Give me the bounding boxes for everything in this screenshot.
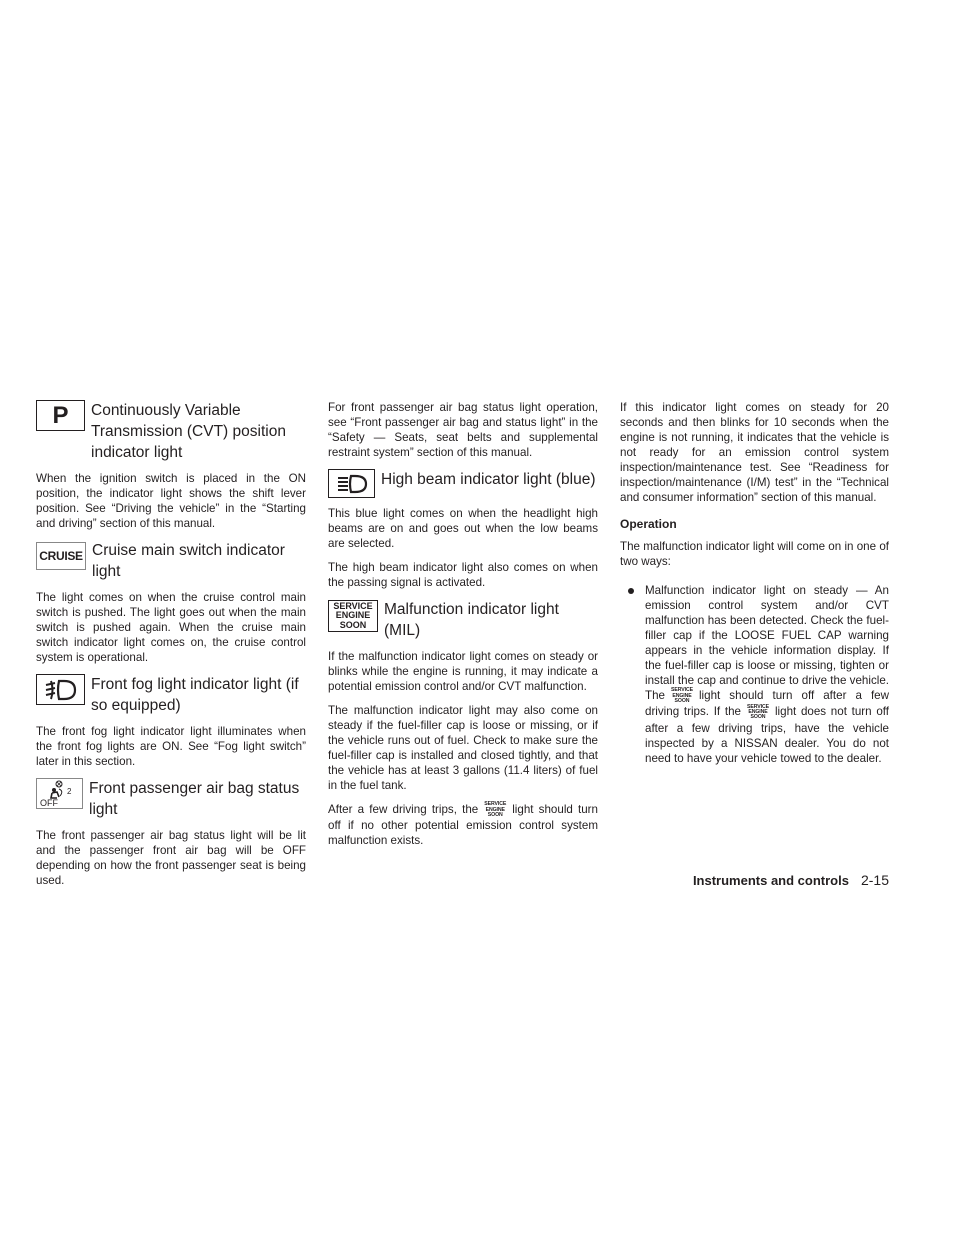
cruise-icon: CRUISE [36, 542, 86, 570]
mil-section-header [328, 599, 598, 641]
high-beam-icon [328, 469, 375, 498]
bullet-icon [628, 588, 634, 594]
mil-title: Malfunction indicator light (MIL) [384, 601, 559, 639]
service-engine-soon-inline-icon: SERVICE ENGINE SOON [746, 703, 769, 721]
page-footer [693, 872, 889, 888]
cvt-body: When the ignition switch is placed in the ON position, the indicator light shows the shift lever position. See “Driving the vehicle” in the “Starting and driving” section of this manual. [36, 472, 306, 530]
airbag-icon-off: OFF [40, 798, 58, 808]
mil-body-2: The malfunction indicator light may also come on steady if the fuel-filler cap is loose or missing, or if the vehicle runs out of fuel. Check to make sure the fuel-filler cap is installed and closed tightly, and that the vehicle has at least 3 gallons (11.4 liters) of fuel in the fuel tank. [328, 704, 598, 792]
page-number: 2-15 [860, 872, 889, 888]
footer-section-title: Instruments and controls [692, 873, 849, 888]
fog-title: Front fog light indicator light (if so equipped) [91, 676, 299, 714]
cruise-title: Cruise main switch indicator light [92, 542, 285, 580]
service-engine-soon-icon: SERVICE ENGINE SOON [328, 600, 378, 632]
highbeam-body-2: The high beam indicator light also comes on when the passing signal is activated. [328, 561, 598, 589]
airbag-title: Front passenger air bag status light [89, 780, 300, 818]
cruise-section-header [36, 540, 306, 582]
cruise-body: The light comes on when the cruise control main switch is pushed. The light goes out when the main switch is pushed again. When the cruise main switch indicator light comes on, the cruise control system is operational. [36, 591, 306, 664]
airbag-body: The front passenger air bag status light will be lit and the passenger front air bag will be OFF depending on how the front passenger seat is being used. [36, 829, 306, 887]
operation-heading: Operation [620, 517, 677, 531]
fog-section-header [36, 674, 306, 716]
highbeam-title: High beam indicator light (blue) [381, 471, 596, 488]
column-3 [620, 400, 889, 766]
airbag-icon-sub: 2 [67, 787, 72, 796]
airbag-section-header [36, 778, 306, 820]
operation-body: The malfunction indicator light will come on in one of two ways: [620, 540, 889, 568]
airbag-reference-paragraph: For front passenger air bag status light operation, see “Front passenger air bag and status light” in the “Safety — Seats, seat belts and supplemental restraint system” section of this manual. [328, 401, 598, 459]
cvt-title: Continuously Variable Transmission (CVT) position indicator light [91, 402, 286, 461]
service-engine-soon-inline-icon: SERVICE ENGINE SOON [484, 801, 507, 818]
column-2 [328, 400, 598, 857]
mil-body-1: If the malfunction indicator light comes on steady or blinks while the engine is running, it may indicate a potential emission control and/or CVT malfunction. [328, 650, 598, 693]
service-engine-soon-inline-icon: SERVICE ENGINE SOON [670, 687, 693, 704]
highbeam-body-1: This blue light comes on when the headlight high beams are on and goes out when the low beams are selected. [328, 507, 598, 550]
column-1 [36, 400, 306, 897]
cvt-section-header [36, 400, 306, 463]
fog-light-icon [36, 674, 85, 705]
list-item: Malfunction indicator light on steady — An emission control system and/or CVT malfunction has been detected. Check the fuel-filler cap if the LOOSE FUEL CAP warning appears in the vehicle information display. If the fuel-filler cap is loose or missing, tighten or install the cap and continue to drive the vehicle. The SERVICE ENGINE SOON light should turn off after a few driving trips. If the SERVICE ENGINE SOON light does not turn off after a few driving trips, have the vehicle inspected by a NISSAN dealer. You do not need to have your vehicle towed to the dealer. [620, 583, 889, 766]
operation-list [620, 583, 889, 766]
fog-body: The front fog light indicator light illuminates when the front fog lights are ON. See “Fog light switch” later in this section. [36, 725, 306, 768]
mil-body-3: After a few driving trips, the SERVICE ENGINE SOON light should turn off if no other potential emission control system malfunction exists. [328, 801, 598, 848]
highbeam-section-header [328, 469, 598, 498]
airbag-status-icon [36, 778, 83, 809]
cvt-p-icon: P [36, 400, 85, 431]
mil-readiness-paragraph: If this indicator light comes on steady for 20 seconds and then blinks for 10 seconds when the engine is not running, it indicates that the vehicle is not ready for an emission control system inspection/maintenance test. See “Readiness for inspection/maintenance (I/M) test” in the “Technical and consumer information” section of this manual. [620, 401, 889, 504]
